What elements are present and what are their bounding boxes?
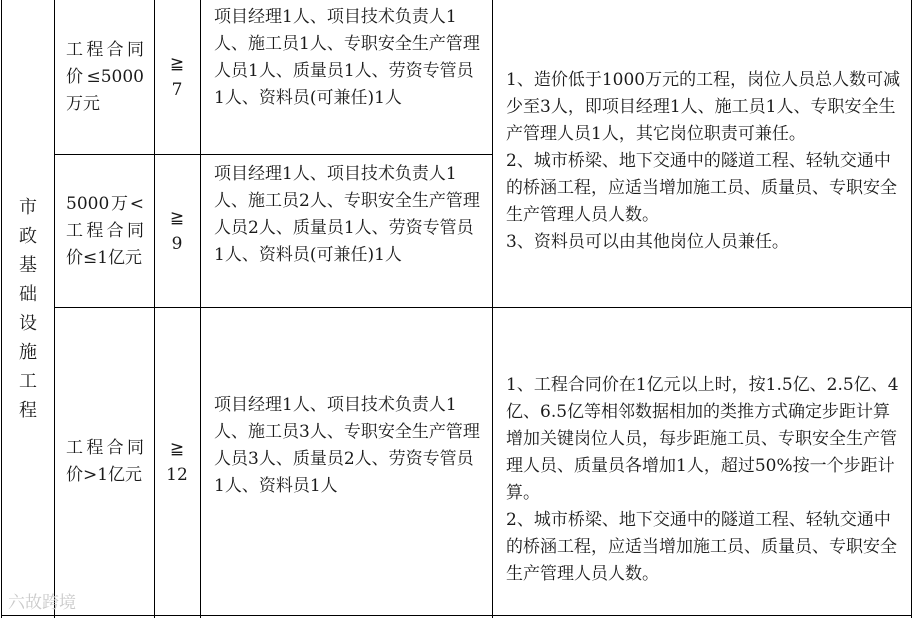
headcount-value: ≧9	[169, 208, 185, 254]
contract-range: 5000万<工程合同价≤1亿元	[66, 193, 144, 268]
staff-cell	[202, 392, 490, 542]
headcount-cell	[156, 0, 198, 154]
category-cell	[2, 0, 54, 618]
table-row	[56, 308, 154, 615]
headcount-cell	[156, 308, 198, 615]
headcount-value: ≧12	[166, 438, 188, 485]
table-border-bottom	[1, 615, 912, 616]
staff-list: 项目经理1人、项目技术负责人1人、施工员3人、专职安全生产管理人员3人、质量员2人、劳资专管员1人、资料员1人	[214, 395, 480, 496]
contract-range: 工程合同价≤5000万元	[66, 39, 144, 114]
table-row	[56, 155, 154, 307]
notes-cell	[494, 345, 912, 585]
column-divider	[154, 0, 155, 618]
column-divider	[492, 0, 493, 618]
column-divider	[54, 0, 55, 618]
column-divider	[200, 0, 201, 618]
watermark: 六故跨境	[8, 593, 76, 613]
notes-cell	[494, 40, 912, 270]
table-row	[56, 0, 154, 154]
contract-range: 工程合同价>1亿元	[66, 437, 144, 485]
staff-cell	[202, 161, 490, 307]
staff-list: 项目经理1人、项目技术负责人1人、施工员1人、专职安全生产管理人员1人、质量员1人、劳资专管员1人、资料员(可兼任)1人	[214, 7, 480, 108]
category-label: 市政基础设施工程	[19, 197, 37, 421]
headcount-value: ≧7	[169, 54, 185, 100]
staff-list: 项目经理1人、项目技术负责人1人、施工员2人、专职安全生产管理人员2人、质量员1人、劳资专管员1人、资料员(可兼任)1人	[214, 164, 480, 265]
staff-cell	[202, 4, 490, 154]
notes-text: 1、工程合同价在1亿元以上时，按1.5亿、2.5亿、4亿、6.5亿等相邻数据相加的类推方式确定步距计算增加关键岗位人员，每步距施工员、专职安全生产管理人员、质量员各增加1人，超过50%按一个步距计算。 2、城市桥梁、地下交通中的隧道工程、轻轨交通中的桥涵工程，应适当增加施工员、质量员、专职安全生产管理人员人数。	[506, 375, 899, 584]
notes-text: 1、造价低于1000万元的工程，岗位人员总人数可减少至3人，即项目经理1人、施工员1人、专职安全生产管理人员1人，其它岗位职责可兼任。 2、城市桥梁、地下交通中的隧道工程、轻轨交通中的桥涵工程，应适当增加施工员、质量员、专职安全生产管理人员人数。 3、资料员可以由其他岗位人员兼任。	[506, 70, 901, 252]
headcount-cell	[156, 155, 198, 307]
